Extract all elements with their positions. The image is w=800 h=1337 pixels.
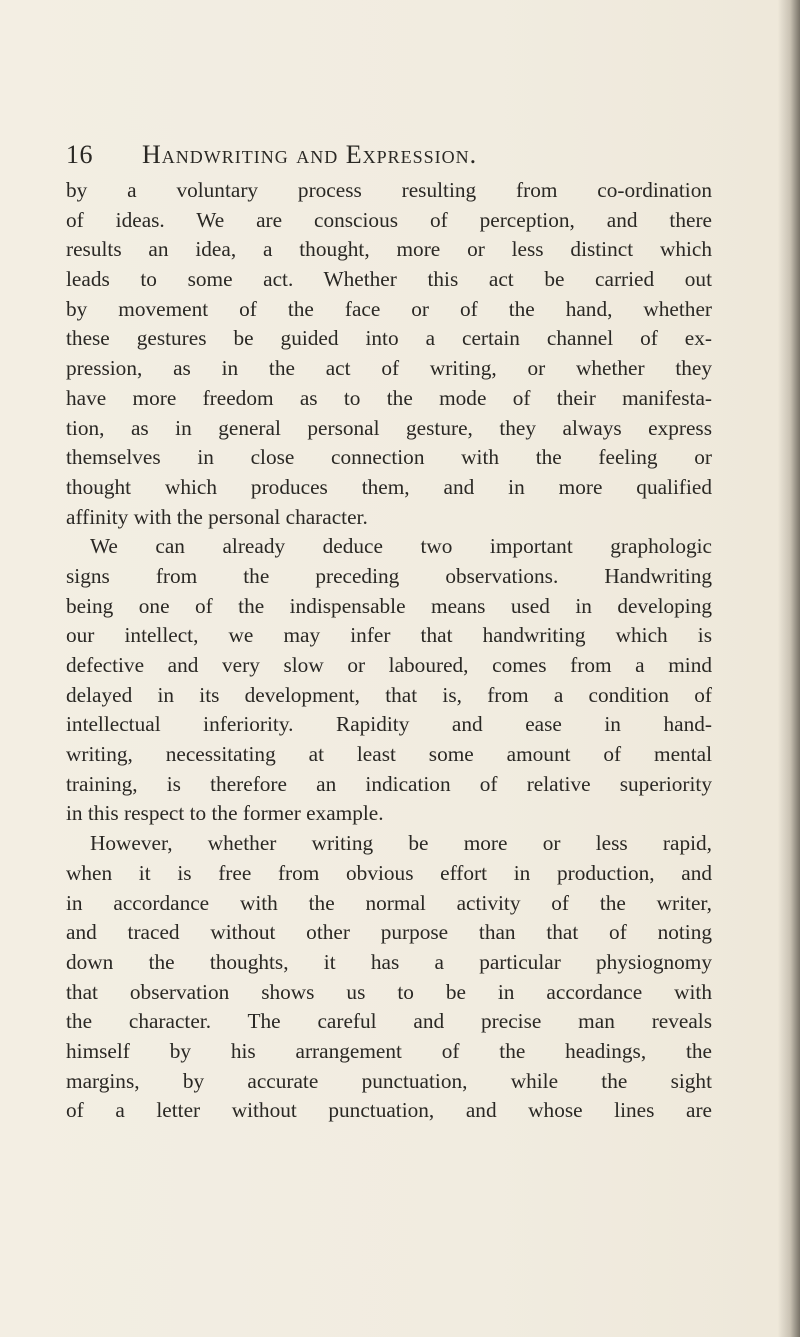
text-line: of a letter without punctuation, and whose lines are <box>66 1098 712 1123</box>
running-head: Handwriting and Expression. <box>142 140 478 169</box>
text-line: delayed in its development, that is, from a condition of <box>66 682 712 707</box>
page-edge-shadow <box>778 0 800 1337</box>
page-header <box>66 137 766 173</box>
text-line: being one of the indispensable means used in developing <box>66 593 712 618</box>
text-line: by a voluntary process resulting from co-ordination <box>66 178 712 202</box>
text-line: However, whether writing be more or less rapid, <box>90 831 712 856</box>
text-line: of ideas. We are conscious of perception, and there <box>66 207 712 232</box>
page-number: 16 <box>66 140 93 169</box>
text-line: down the thoughts, it has a particular physiognomy <box>66 949 712 974</box>
text-line: in this respect to the former example. <box>66 801 384 826</box>
text-line: We can already deduce two important graphologic <box>90 534 712 559</box>
text-line: margins, by accurate punctuation, while the sight <box>66 1068 712 1093</box>
text-line: the character. The careful and precise man reveals <box>66 1009 712 1034</box>
text-line: tion, as in general personal gesture, they always express <box>66 415 712 440</box>
text-line: themselves in close connection with the feeling or <box>66 445 712 470</box>
text-line: have more freedom as to the mode of their manifesta- <box>66 385 712 410</box>
text-line: by movement of the face or of the hand, whether <box>66 296 712 321</box>
text-line: leads to some act. Whether this act be carried out <box>66 267 712 292</box>
body-text <box>66 176 712 1126</box>
text-line: intellectual inferiority. Rapidity and ease in hand- <box>66 712 712 737</box>
text-line: pression, as in the act of writing, or whether they <box>66 356 712 381</box>
text-line: these gestures be guided into a certain channel of ex- <box>66 326 712 351</box>
text-line: our intellect, we may infer that handwriting which is <box>66 623 712 648</box>
text-line: that observation shows us to be in accordance with <box>66 979 712 1004</box>
text-line: affinity with the personal character. <box>66 504 368 529</box>
text-line: when it is free from obvious effort in production, and <box>66 860 712 885</box>
text-line: writing, necessitating at least some amount of mental <box>66 742 712 767</box>
text-line: signs from the preceding observations. Handwriting <box>66 563 712 588</box>
text-line: and traced without other purpose than that of noting <box>66 920 712 945</box>
text-line: himself by his arrangement of the headings, the <box>66 1038 712 1063</box>
text-line: in accordance with the normal activity of the writer, <box>66 890 712 915</box>
text-line: thought which produces them, and in more qualified <box>66 474 712 499</box>
text-line: results an idea, a thought, more or less distinct which <box>66 237 712 262</box>
text-line: training, is therefore an indication of relative superiority <box>66 771 712 796</box>
text-line: defective and very slow or laboured, comes from a mind <box>66 653 712 677</box>
